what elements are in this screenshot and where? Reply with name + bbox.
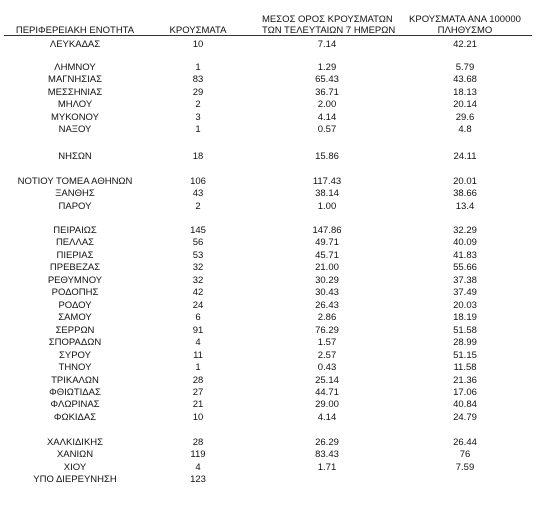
per-100000-cell: 20.14 [453, 99, 477, 110]
average-cell: 36.71 [315, 87, 339, 98]
table-row [0, 275, 538, 287]
per-100000-cell: 18.13 [453, 87, 477, 98]
per-100000-cell: 42.21 [453, 39, 477, 50]
per-100000-cell: 41.83 [453, 250, 477, 261]
cases-cell: 106 [190, 176, 206, 187]
average-cell: 4.14 [317, 112, 337, 123]
average-cell: 0.57 [317, 124, 337, 135]
region-cell: ΜΑΓΝΗΣΙΑΣ [48, 74, 102, 85]
table-row [0, 225, 538, 237]
region-cell: ΝΟΤΙΟΥ ΤΟΜΕΑ ΑΘΗΝΩΝ [17, 176, 133, 187]
cases-cell: 18 [192, 151, 204, 162]
region-cell: ΠΙΕΡΙΑΣ [56, 250, 94, 261]
table-row [0, 449, 538, 461]
cases-cell: 10 [192, 412, 204, 423]
region-cell: ΜΥΚΟΝΟΥ [51, 112, 99, 123]
table-row [0, 287, 538, 299]
table-row [0, 250, 538, 262]
table-row [0, 375, 538, 387]
per-100000-cell: 40.09 [453, 237, 477, 248]
region-cell: ΤΡΙΚΑΛΩΝ [51, 375, 99, 386]
average-cell: 45.71 [315, 250, 339, 261]
header-region: ΠΕΡΙΦΕΡΕΙΑΚΗ ΕΝΟΤΗΤΑ [15, 25, 135, 36]
cases-cell: 42 [192, 287, 204, 298]
cases-cell: 145 [190, 225, 206, 236]
cases-cell: 123 [190, 474, 206, 485]
region-cell: ΜΕΣΣΗΝΙΑΣ [47, 87, 103, 98]
average-cell: 0.43 [317, 362, 337, 373]
per-100000-cell: 26.44 [453, 437, 477, 448]
table-row [0, 437, 538, 449]
region-cell: ΠΕΛΛΑΣ [55, 237, 95, 248]
average-cell: 1.71 [317, 462, 337, 473]
cases-cell: 10 [192, 39, 204, 50]
table-row [0, 176, 538, 188]
table-row [0, 412, 538, 424]
region-cell: ΥΠΟ ΔΙΕΡΕΥΝΗΣΗ [33, 474, 117, 485]
cases-cell: 28 [192, 437, 204, 448]
average-cell: 147.86 [312, 225, 342, 236]
cases-cell: 4 [195, 337, 201, 348]
cases-cell: 29 [192, 87, 204, 98]
cases-cell: 27 [192, 387, 204, 398]
table-row [0, 312, 538, 324]
cases-cell: 3 [195, 112, 201, 123]
header-underline [4, 35, 532, 36]
per-100000-cell: 55.66 [453, 262, 477, 273]
per-100000-cell: 28.99 [453, 337, 477, 348]
table-row [0, 325, 538, 337]
average-cell: 1.29 [317, 62, 337, 73]
region-cell: ΛΕΥΚΑΔΑΣ [49, 39, 101, 50]
region-cell: ΣΠΟΡΑΔΩΝ [48, 337, 102, 348]
per-100000-cell: 76 [459, 449, 471, 460]
average-cell: 26.29 [315, 437, 339, 448]
table-row [0, 362, 538, 374]
cases-cell: 2 [195, 99, 201, 110]
region-cell: ΣΑΜΟΥ [58, 312, 92, 323]
cases-cell: 119 [190, 449, 206, 460]
table-row [0, 112, 538, 124]
average-cell: 1.57 [317, 337, 337, 348]
per-100000-cell: 37.38 [453, 275, 477, 286]
average-cell: 15.86 [315, 151, 339, 162]
cases-cell: 1 [195, 62, 201, 73]
per-100000-cell: 20.03 [453, 300, 477, 311]
cases-cell: 32 [192, 262, 204, 273]
region-cell: ΣΥΡΟΥ [59, 350, 91, 361]
average-cell: 30.43 [315, 287, 339, 298]
per-100000-cell: 24.11 [453, 151, 477, 162]
cases-cell: 83 [192, 74, 204, 85]
per-100000-cell: 7.59 [455, 462, 475, 473]
per-100000-cell: 5.79 [455, 62, 475, 73]
average-cell: 21.00 [315, 262, 339, 273]
region-cell: ΤΗΝΟΥ [58, 362, 92, 373]
average-cell: 25.14 [315, 375, 339, 386]
table-row [0, 188, 538, 200]
region-cell: ΠΡΕΒΕΖΑΣ [49, 262, 101, 273]
average-cell: 2.86 [317, 312, 337, 323]
average-cell: 76.29 [315, 325, 339, 336]
cases-cell: 6 [195, 312, 201, 323]
average-cell: 49.71 [315, 237, 339, 248]
table-row [0, 124, 538, 136]
per-100000-cell: 11.58 [453, 362, 477, 373]
average-cell: 7.14 [317, 39, 337, 50]
table-row [0, 474, 538, 486]
region-cell: ΧΑΝΙΩΝ [56, 449, 94, 460]
average-cell: 2.00 [317, 99, 337, 110]
per-100000-cell: 43.68 [453, 74, 477, 85]
per-100000-cell: 40.84 [453, 399, 477, 410]
region-cell: ΡΟΔΟΥ [58, 300, 92, 311]
cases-cell: 43 [192, 188, 204, 199]
average-cell: 30.29 [315, 275, 339, 286]
per-100000-cell: 20.01 [453, 176, 477, 187]
cases-cell: 24 [192, 300, 204, 311]
table-row [0, 387, 538, 399]
region-cell: ΠΕΙΡΑΙΩΣ [53, 225, 97, 236]
cases-cell: 28 [192, 375, 204, 386]
table-row [0, 462, 538, 474]
table-row [0, 350, 538, 362]
table-row [0, 201, 538, 213]
table-row [0, 337, 538, 349]
header-per-100000: ΚΡΟΥΣΜΑΤΑ ΑΝΑ 100000 ΠΛΗΘΥΣΜΟ [409, 14, 521, 36]
cases-cell: 1 [195, 124, 201, 135]
header-average: ΜΕΣΟΣ ΟΡΟΣ ΚΡΟΥΣΜΑΤΩΝ ΤΩΝ ΤΕΛΕΥΤΑΙΩΝ 7 ΗΜΕΡΩΝ [262, 14, 396, 36]
per-100000-cell: 4.8 [458, 124, 472, 135]
average-cell: 29.00 [315, 399, 339, 410]
region-cell: ΧΑΛΚΙΔΙΚΗΣ [46, 437, 104, 448]
region-cell: ΧΙΟΥ [63, 462, 87, 473]
region-cell: ΠΑΡΟΥ [58, 201, 92, 212]
region-cell: ΝΗΣΩΝ [58, 151, 92, 162]
cases-cell: 2 [195, 201, 201, 212]
region-cell: ΦΛΩΡΙΝΑΣ [50, 399, 100, 410]
table-row [0, 39, 538, 51]
region-cell: ΛΗΜΝΟΥ [54, 62, 96, 73]
per-100000-cell: 18.19 [453, 312, 477, 323]
per-100000-cell: 29.6 [455, 112, 475, 123]
region-cell: ΝΑΞΟΥ [58, 124, 92, 135]
per-100000-cell: 24.79 [453, 412, 477, 423]
table-row [0, 300, 538, 312]
per-100000-cell: 13.4 [455, 201, 475, 212]
region-cell: ΡΕΘΥΜΝΟΥ [47, 275, 103, 286]
table-row [0, 399, 538, 411]
cases-cell: 21 [192, 399, 204, 410]
average-cell: 26.43 [315, 300, 339, 311]
cases-cell: 56 [192, 237, 204, 248]
average-cell: 65.43 [315, 74, 339, 85]
per-100000-cell: 37.49 [453, 287, 477, 298]
per-100000-cell: 38.66 [453, 188, 477, 199]
table-row [0, 87, 538, 99]
table-row [0, 237, 538, 249]
table-row [0, 262, 538, 274]
per-100000-cell: 32.29 [453, 225, 477, 236]
cases-cell: 32 [192, 275, 204, 286]
region-cell: ΡΟΔΟΠΗΣ [51, 287, 99, 298]
average-cell: 44.71 [315, 387, 339, 398]
region-cell: ΦΘΙΩΤΙΔΑΣ [49, 387, 101, 398]
table-row [0, 74, 538, 86]
region-cell: ΜΗΛΟΥ [57, 99, 93, 110]
cases-cell: 4 [195, 462, 201, 473]
per-100000-cell: 17.06 [453, 387, 477, 398]
table-row [0, 151, 538, 163]
average-cell: 38.14 [315, 188, 339, 199]
average-cell: 83.43 [315, 449, 339, 460]
average-cell: 4.14 [317, 412, 337, 423]
cases-cell: 53 [192, 250, 204, 261]
cases-cell: 1 [195, 362, 201, 373]
region-cell: ΞΑΝΘΗΣ [55, 188, 95, 199]
table-row [0, 62, 538, 74]
cases-cell: 11 [193, 350, 203, 361]
cases-cell: 91 [192, 325, 204, 336]
region-cell: ΦΩΚΙΔΑΣ [53, 412, 97, 423]
average-cell: 2.57 [317, 350, 337, 361]
region-cell: ΣΕΡΡΩΝ [55, 325, 95, 336]
header-cases: ΚΡΟΥΣΜΑΤΑ [169, 25, 227, 36]
per-100000-cell: 21.36 [453, 375, 477, 386]
per-100000-cell: 51.58 [453, 325, 477, 336]
per-100000-cell: 51.15 [453, 350, 477, 361]
table-row [0, 99, 538, 111]
average-cell: 1.00 [317, 201, 337, 212]
average-cell: 117.43 [312, 176, 342, 187]
